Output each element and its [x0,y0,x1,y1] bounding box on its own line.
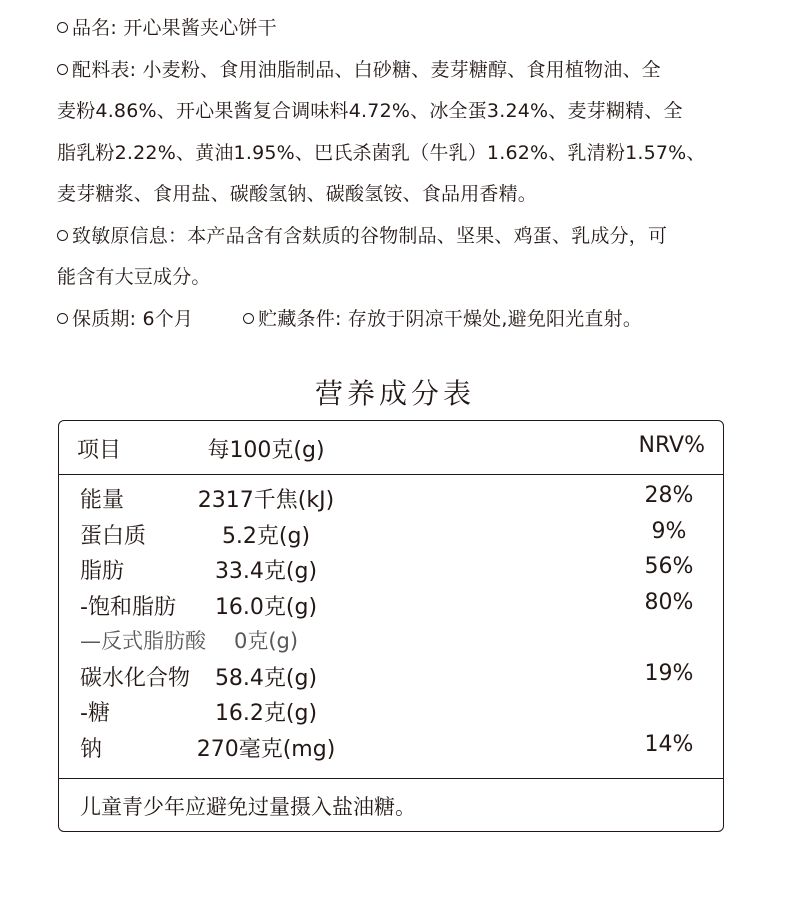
nutrient-name: -饱和脂肪 [80,594,176,620]
nutrient-nrv: 19% [644,660,694,686]
nutrient-nrv: 28% [644,483,694,508]
nutrient-value: 33.4克(g) [214,559,318,584]
ingredients-line [57,91,757,133]
ingredients-text: 麦芽糖浆、食用盐、碳酸氢钠、碳酸氢铵、食品用香精。 [57,183,538,205]
table-row [59,659,723,695]
nutrient-name: 蛋白质 [80,523,147,549]
health-advice: 儿童青少年应避免过量摄入盐油糖。 [80,795,416,819]
nutrient-name: 碳水化合物 [80,665,191,691]
table-body [59,481,723,765]
nutrient-nrv: 14% [644,731,694,757]
nutrient-value: 2317千焦(kJ) [197,488,335,513]
nutrient-nrv: 80% [644,589,694,615]
nutrition-table [58,420,724,832]
table-row [59,623,723,659]
table-row [59,481,723,517]
ingredients-line [57,174,757,216]
nutrient-name: 钠 [80,736,103,762]
table-row [59,552,723,588]
circle-bullet-icon [57,230,68,241]
circle-bullet-icon [243,313,254,324]
product-name: 品名: 开心果酱夹心饼干 [72,17,277,39]
nutrient-value: 16.2克(g) [214,701,318,726]
nutrient-value: 5.2克(g) [221,523,311,549]
table-footer [59,778,723,831]
shelf-life: 保质期: 6个月 [72,307,194,330]
storage-conditions: 贮藏条件: 存放于阴凉干燥处,避免阳光直射。 [258,307,643,330]
nutrition-table-title: 营养成分表 [314,377,475,410]
nutrient-name: 能量 [80,488,125,513]
nutrient-name: 脂肪 [80,559,125,584]
allergen-text: 致敏原信息：本产品含有含麸质的谷物制品、坚果、鸡蛋、乳成分，可 [72,224,668,247]
nutrient-value: 0克(g) [233,629,299,653]
ingredients-line [57,133,757,175]
header-nrv: NRV% [638,433,705,458]
circle-bullet-icon [57,64,68,75]
shelf-storage-line [57,299,757,341]
header-item: 项目 [77,438,122,463]
allergen-line [57,216,757,258]
nutrient-name: -糖 [80,701,110,726]
table-row [59,517,723,553]
nutrient-nrv: 9% [651,518,687,544]
table-row [59,694,723,730]
nutrient-value: 58.4克(g) [214,665,318,691]
nutrient-nrv: 56% [644,554,694,579]
allergen-text: 能含有大豆成分。 [57,266,211,288]
table-row [59,730,723,766]
table-header [59,421,723,475]
ingredients-text: 麦粉4.86%、开心果酱复合调味料4.72%、冰全蛋3.24%、麦芽糊精、全 [57,100,683,122]
table-row [59,588,723,624]
circle-bullet-icon [57,313,68,324]
circle-bullet-icon [57,22,68,33]
product-info [57,8,757,340]
ingredients-text: 配料表: 小麦粉、食用油脂制品、白砂糖、麦芽糖醇、食用植物油、全 [72,58,661,81]
ingredients-line [57,50,757,92]
ingredients-text: 脂乳粉2.22%、黄油1.95%、巴氏杀菌乳（牛乳）1.62%、乳清粉1.57%、 [57,141,706,164]
nutrient-value: 270毫克(mg) [196,736,336,762]
allergen-line [57,257,757,299]
header-per100: 每100克(g) [207,438,325,463]
product-name-line [57,8,757,50]
nutrient-value: 16.0克(g) [214,594,318,620]
nutrient-name: —反式脂肪酸 [80,629,206,653]
